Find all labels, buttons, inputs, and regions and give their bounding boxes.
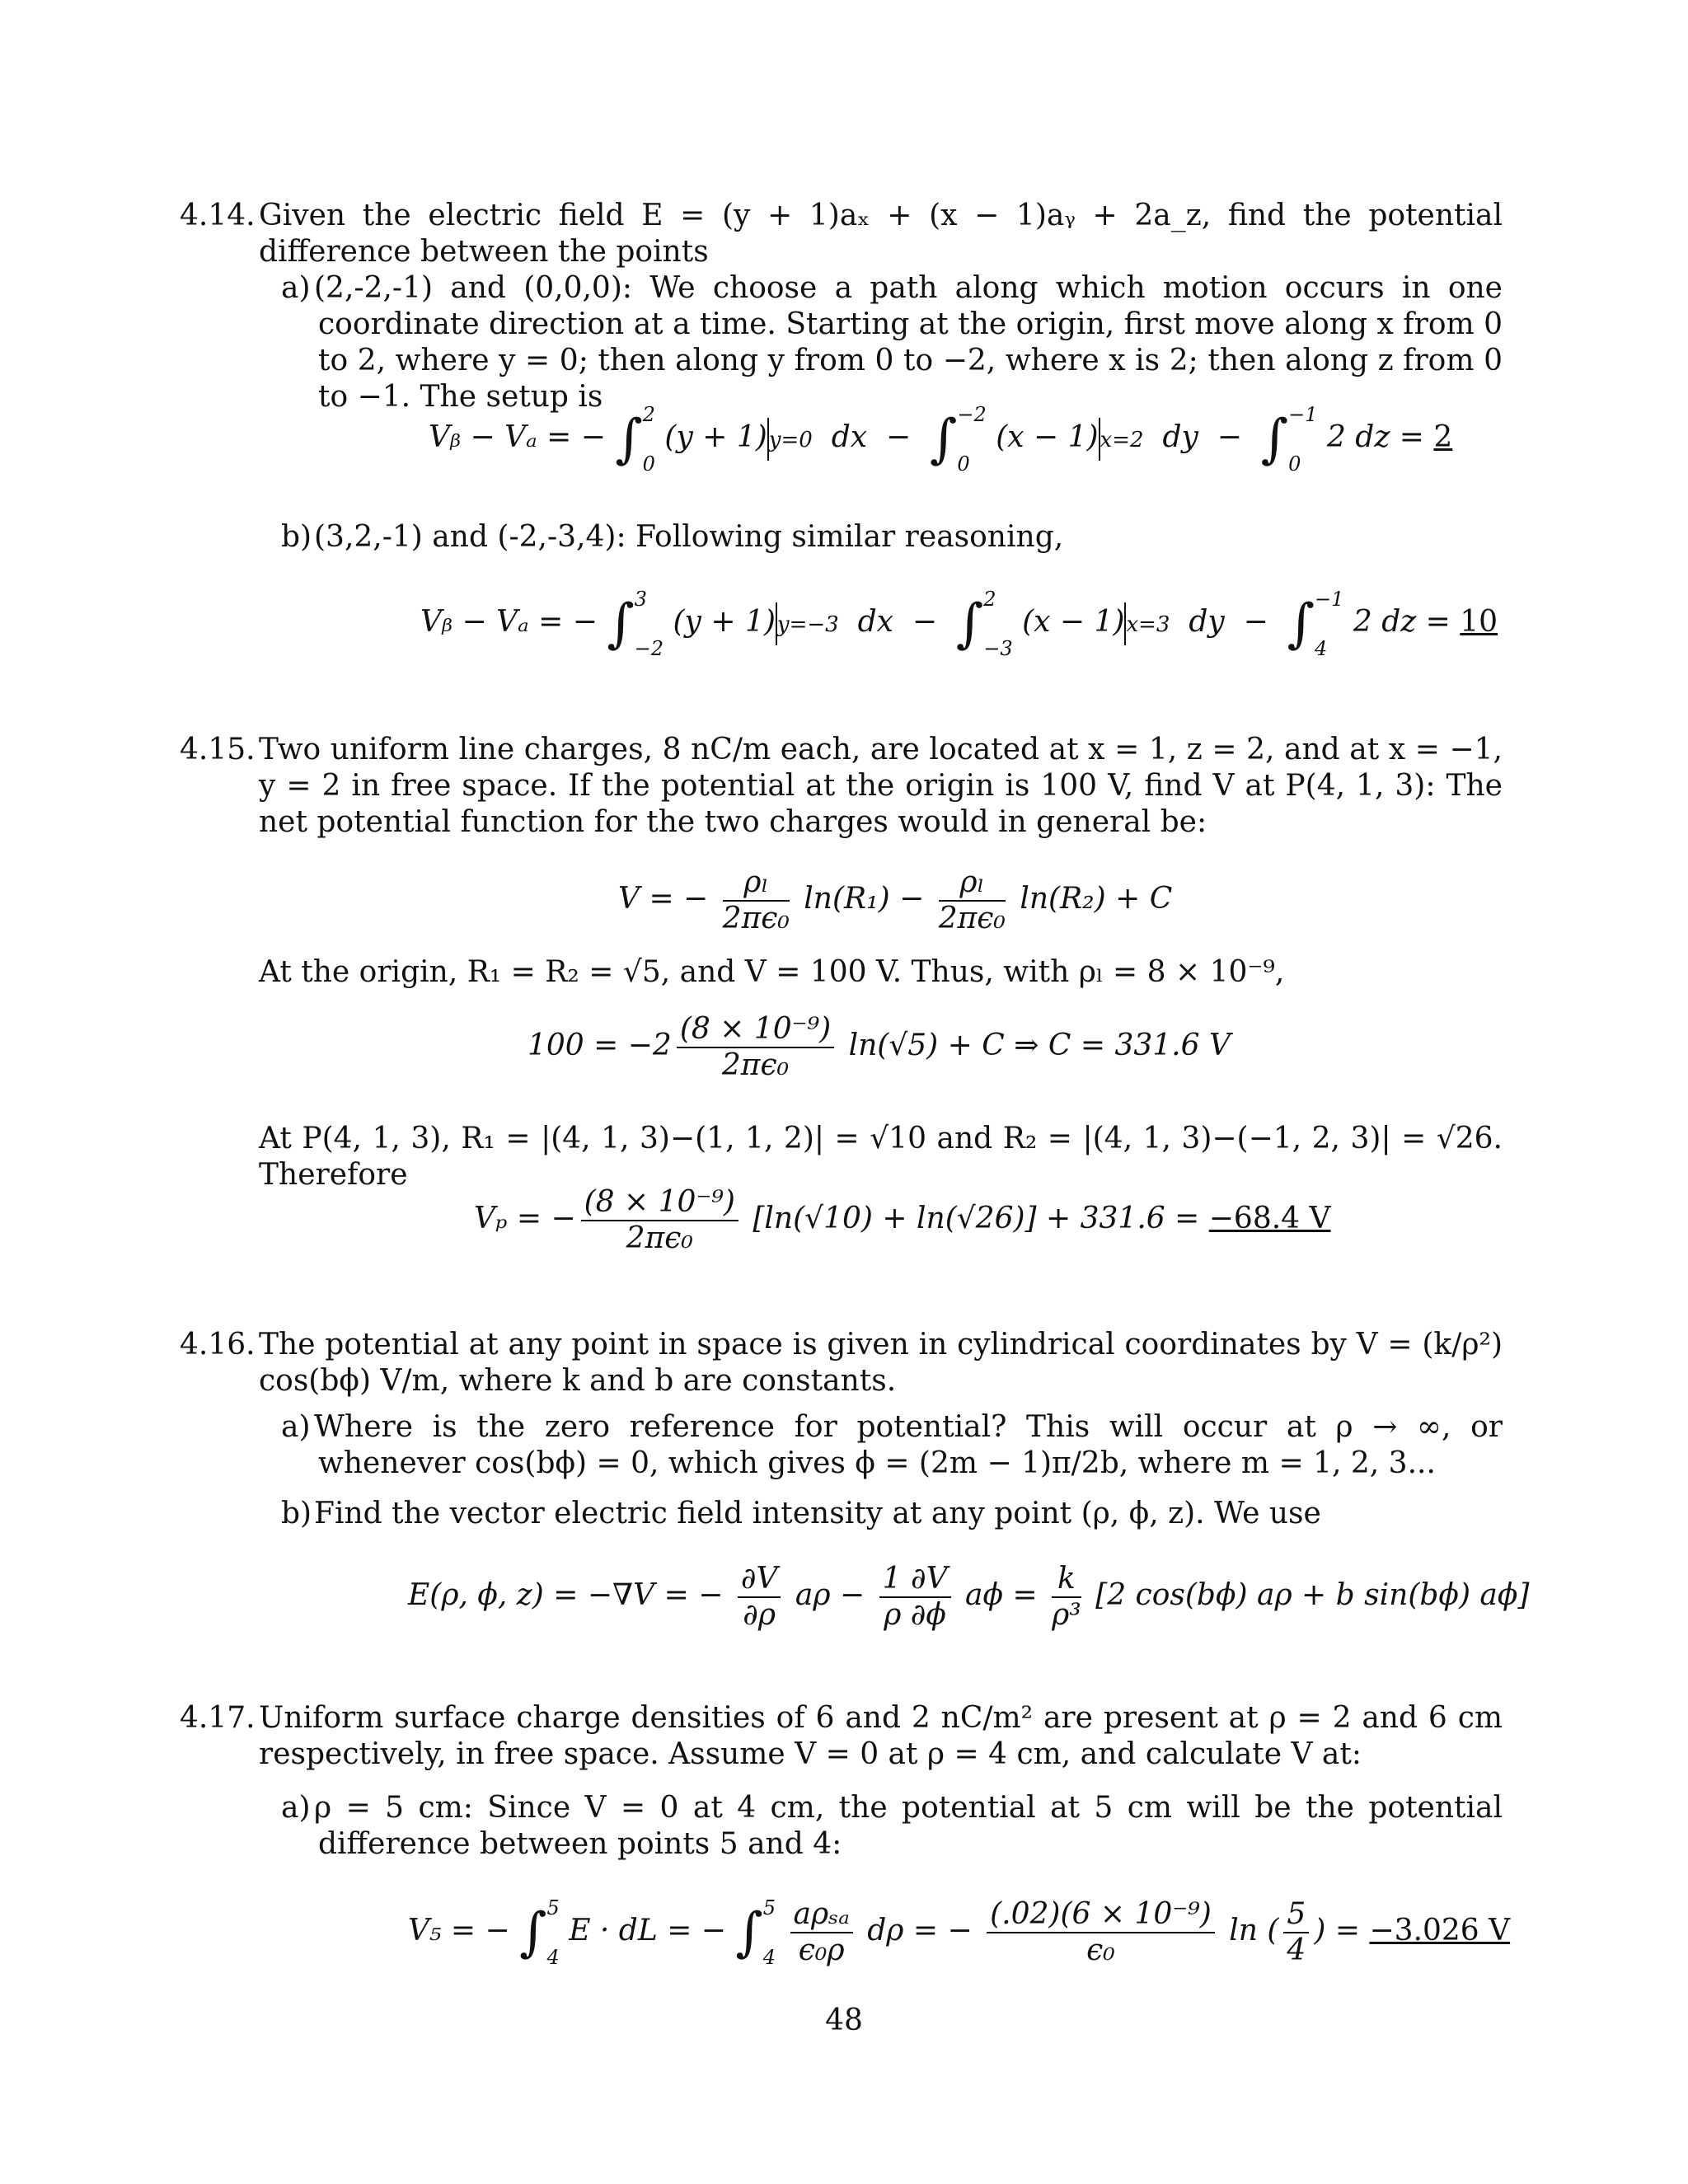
integral-limits: 2 −3 <box>983 588 1013 660</box>
integrand: 2 dz = <box>1353 605 1451 639</box>
part-label: a) <box>281 1410 311 1444</box>
problem-intro: Given the electric field E = (y + 1)aₓ + (x − 1)aᵧ + 2a_z, find the potential difference between the points <box>259 199 1503 269</box>
eq-term: = <box>1334 1914 1360 1947</box>
fraction: $\frac{\partial V}{\partial\rho}$ <box>738 1562 781 1633</box>
evaluation: y=0 <box>768 428 813 452</box>
part-text: (2,-2,-1) and (0,0,0): We choose a path along which motion occurs in one coordinate direction at a time. Starting at the origin, first move along x from 0 to 2, where y = 0; then along y from 0 to −2, where x is 2; then along z from 0 to −1. The setup is <box>314 271 1503 414</box>
integral-sign: ∫ <box>519 1902 547 1963</box>
eq-term: aϕ = <box>965 1578 1038 1612</box>
eq-lhs: V = − <box>618 882 709 916</box>
problem-4-15-text3 <box>180 1121 1503 1193</box>
integral-limits: 5 4 <box>762 1896 776 1969</box>
fraction: $\frac{1 \partial V}{\rho \partial\phi}$ <box>879 1562 951 1633</box>
part-label: b) <box>281 1497 312 1530</box>
equation-4-14a: Vᵦ − Vₐ = − ∫2 0 (y + 1)y=0 dx − ∫−2 0 (x − 1)x=2 dy − ∫−1 0 2 dz = 2 <box>429 403 1453 476</box>
part-label: a) <box>281 1791 311 1825</box>
eq-lhs: 100 = −2 <box>528 1029 672 1062</box>
integral-sign: ∫ <box>735 1902 763 1963</box>
eq-lhs: Vₚ = − <box>474 1202 576 1235</box>
integral-limits: 5 4 <box>546 1896 560 1969</box>
fraction: $\frac{k}{\text{ρ³}}$ <box>1052 1562 1081 1632</box>
part-label: b) <box>281 520 312 554</box>
integral-limits: 2 0 <box>642 403 655 476</box>
problem-intro: Two uniform line charges, 8 nC/m each, are located at x = 1, z = 2, and at x = −1, y = 2 in free space. If the potential at the origin is 100 V, find V at P(4, 1, 3): The net potential function for the two charges would in general be: <box>259 733 1503 839</box>
differential: dy <box>1162 420 1198 454</box>
equation-4-15-result <box>474 1185 1331 1256</box>
differential: dy <box>1189 605 1225 639</box>
problem-number: 4.17. <box>180 1701 256 1735</box>
integral-sign: ∫ <box>955 593 984 654</box>
problem-4-14-part-a <box>180 270 1503 415</box>
equation-4-16 <box>408 1562 1529 1633</box>
eq-term: [ln(√10) + ln(√26)] + 331.6 = <box>753 1202 1200 1235</box>
equation-4-17a: V₅ = − ∫5 4 E · dL = − ∫5 4 $\frac{\text{aρₛₐ}}{\text{ϵ₀ρ}}$ dρ = − $\frac{\text{(.02)(6 × 10⁻⁹)}}{\text{ϵ₀}}$ ln ( $\frac{5}{4}$ ) = −3.026 V <box>408 1896 1511 1969</box>
differential: dx <box>831 420 868 454</box>
fraction: $\frac{\text{(.02)(6 × 10⁻⁹)}}{\text{ϵ₀}}$ <box>987 1897 1215 1968</box>
problem-number: 4.16. <box>180 1328 256 1361</box>
problem-number: 4.14. <box>180 199 256 232</box>
fraction: $\frac{\text{(8 × 10⁻⁹)}}{\text{2πϵ₀}}$ <box>581 1185 738 1256</box>
integral-limits: −1 4 <box>1315 588 1344 660</box>
integrand: (y + 1) <box>664 420 767 454</box>
eq-term: ln <box>1229 1914 1258 1947</box>
integral-sign: ∫ <box>615 409 643 470</box>
eq-term: aρ − <box>795 1578 865 1612</box>
fraction: $\frac{\text{ρₗ}}{\text{2πϵ₀}}$ <box>938 865 1006 935</box>
integral-sign: ∫ <box>1287 593 1315 654</box>
result: −68.4 V <box>1208 1202 1331 1235</box>
integral-limits: 3 −2 <box>634 588 664 660</box>
page-number: 48 <box>825 2004 863 2037</box>
problem-4-14 <box>180 198 1503 270</box>
result: 2 <box>1433 420 1453 454</box>
integral-sign: ∫ <box>1260 409 1289 470</box>
evaluation: x=2 <box>1100 428 1144 452</box>
integrand: (x − 1) <box>996 420 1099 454</box>
part-text: (3,2,-1) and (-2,-3,4): Following similar reasoning, <box>314 520 1064 554</box>
problem-4-16-part-b <box>180 1496 1503 1532</box>
fraction: $\frac{\text{(8 × 10⁻⁹)}}{\text{2πϵ₀}}$ <box>677 1012 834 1083</box>
part-text: Find the vector electric field intensity at any point (ρ, ϕ, z). We use <box>314 1497 1321 1530</box>
result: −3.026 V <box>1369 1914 1511 1947</box>
integrand: (x − 1) <box>1022 605 1125 639</box>
fraction: $\frac{\text{ρₗ}}{\text{2πϵ₀}}$ <box>722 865 790 935</box>
integrand: 2 dz = <box>1326 420 1424 454</box>
integral-limits: −2 0 <box>957 403 987 476</box>
eq-term: [2 cos(bϕ) aρ + b sin(bϕ) aϕ] <box>1095 1578 1530 1612</box>
paragraph: At P(4, 1, 3), R₁ = |(4, 1, 3)−(1, 1, 2)| = √10 and R₂ = |(4, 1, 3)−(−1, 2, 3)| = √26. Therefore <box>259 1122 1503 1192</box>
fraction: $\frac{\text{aρₛₐ}}{\text{ϵ₀ρ}}$ <box>790 1897 853 1968</box>
eq-term: ln(√5) + C ⇒ C = 331.6 V <box>848 1029 1231 1062</box>
eq-lhs: E(ρ, ϕ, z) = −∇V = − <box>408 1578 724 1612</box>
differential: dx <box>857 605 893 639</box>
problem-4-17-part-a <box>180 1790 1503 1863</box>
part-text: Where is the zero reference for potential? This will occur at ρ → ∞, or whenever cos(bϕ) = 0, which gives ϕ = (2m − 1)π/2b, where m = 1, 2, 3... <box>314 1410 1503 1480</box>
equation-4-15-constant <box>528 1012 1231 1083</box>
problem-intro: Uniform surface charge densities of 6 and 2 nC/m² are present at ρ = 2 and 6 cm respectively, in free space. Assume V = 0 at ρ = 4 cm, and calculate V at: <box>259 1701 1503 1771</box>
evaluation: y=−3 <box>776 612 839 637</box>
eq-term: dρ = − <box>867 1914 973 1947</box>
problem-number: 4.15. <box>180 733 256 766</box>
paragraph: At the origin, R₁ = R₂ = √5, and V = 100 V. Thus, with ρₗ = 8 × 10⁻⁹, <box>259 955 1285 989</box>
problem-4-14-part-b <box>180 519 1503 555</box>
problem-4-17 <box>180 1700 1503 1773</box>
integral-limits: −1 0 <box>1288 403 1318 476</box>
eq-lhs: Vᵦ − Vₐ = − <box>420 605 598 639</box>
eq-term: E · dL = − <box>569 1914 726 1947</box>
equation-4-14b: Vᵦ − Vₐ = − ∫3 −2 (y + 1)y=−3 dx − ∫2 −3 (x − 1)x=3 dy − ∫−1 4 2 dz = 10 <box>420 588 1498 660</box>
eq-lhs: Vᵦ − Vₐ = − <box>429 420 606 454</box>
problem-4-16 <box>180 1327 1503 1399</box>
result: 10 <box>1460 605 1498 639</box>
eq-term: ln(R₁) − <box>804 882 925 916</box>
integral-sign: ∫ <box>930 409 958 470</box>
problem-intro: The potential at any point in space is given in cylindrical coordinates by V = (k/ρ²) cos(bϕ) V/m, where k and b are constants. <box>259 1328 1503 1398</box>
eq-lhs: V₅ = − <box>408 1914 510 1947</box>
integrand: (y + 1) <box>673 605 776 639</box>
evaluation: x=3 <box>1126 612 1170 637</box>
fraction: $\frac{5}{4}$ <box>1283 1897 1309 1968</box>
part-text: ρ = 5 cm: Since V = 0 at 4 cm, the potential at 5 cm will be the potential difference between points 5 and 4: <box>314 1791 1503 1861</box>
problem-4-15-text2 <box>180 954 1503 991</box>
equation-4-15-general <box>618 865 1172 936</box>
eq-term: ln(R₂) + C <box>1020 882 1173 916</box>
part-label: a) <box>281 271 311 305</box>
problem-4-15 <box>180 732 1503 841</box>
integral-sign: ∫ <box>607 593 635 654</box>
problem-4-16-part-a <box>180 1409 1503 1482</box>
